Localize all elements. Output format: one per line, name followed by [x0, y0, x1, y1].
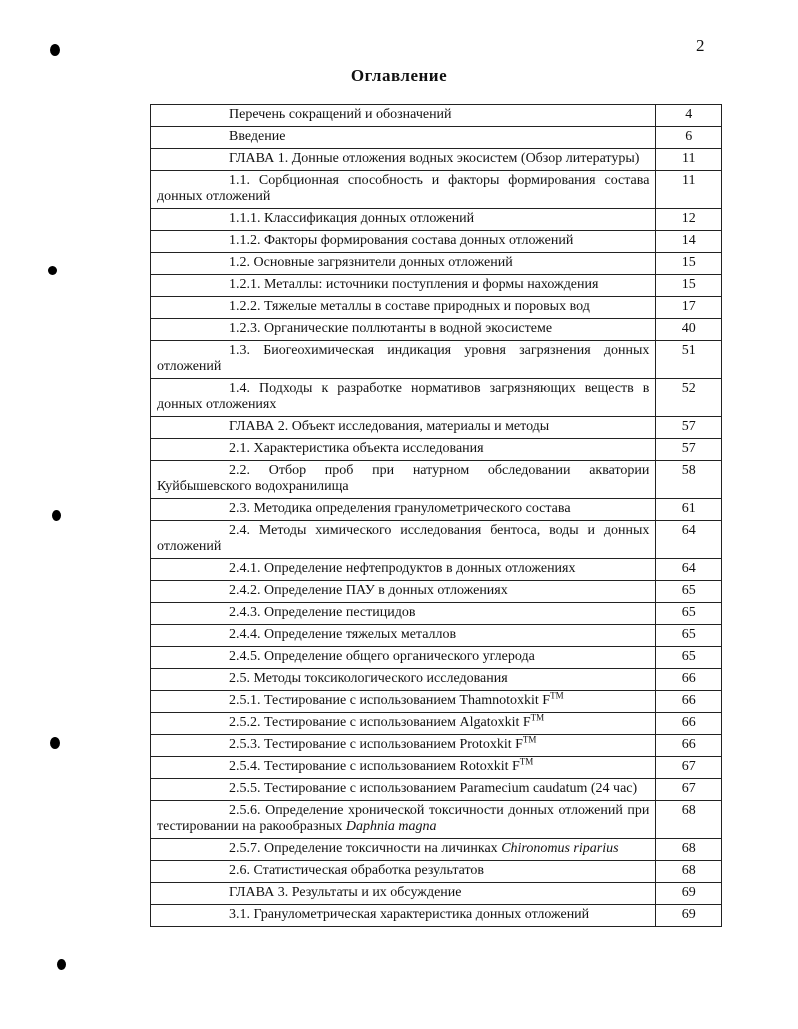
toc-entry-text: 1.2.2. Тяжелые металлы в составе природных и поровых вод — [229, 299, 590, 314]
toc-entry-page: 68 — [656, 801, 722, 839]
toc-entry-title — [151, 839, 656, 861]
toc-entry-text: 2.2. Отбор проб при натурном обследовании акватории Куйбышевского водохранилища — [157, 463, 650, 494]
toc-row — [151, 127, 722, 149]
punch-hole-mark — [50, 737, 60, 749]
toc-row — [151, 603, 722, 625]
toc-row — [151, 559, 722, 581]
toc-entry-page: 11 — [656, 149, 722, 171]
toc-row — [151, 647, 722, 669]
toc-entry-title — [151, 461, 656, 499]
punch-hole-mark — [50, 44, 60, 56]
toc-entry-page: 14 — [656, 231, 722, 253]
toc-entry-text: 2.5.6. Определение хронической токсичности донных отложений при тестировании на ракообразных — [157, 803, 650, 834]
toc-row — [151, 839, 722, 861]
toc-entry-title — [151, 499, 656, 521]
toc-entry-text: 1.2.1. Металлы: источники поступления и формы нахождения — [229, 277, 599, 292]
toc-entry-title — [151, 713, 656, 735]
toc-entry-page: 15 — [656, 253, 722, 275]
toc-row — [151, 341, 722, 379]
toc-entry-text: 1.2. Основные загрязнители донных отложений — [229, 255, 513, 270]
toc-entry-italic-text: Chironomus riparius — [501, 841, 619, 856]
toc-entry-page: 68 — [656, 839, 722, 861]
toc-entry-title — [151, 319, 656, 341]
toc-entry-text: 2.1. Характеристика объекта исследования — [229, 441, 484, 456]
toc-row — [151, 275, 722, 297]
toc-entry-page: 58 — [656, 461, 722, 499]
toc-entry-title — [151, 647, 656, 669]
toc-entry-page: 57 — [656, 417, 722, 439]
toc-entry-title — [151, 439, 656, 461]
toc-entry-superscript: TM — [530, 712, 545, 723]
punch-hole-mark — [57, 959, 66, 970]
page-number: 2 — [696, 36, 705, 55]
toc-row — [151, 905, 722, 927]
toc-entry-text: 2.5.5. Тестирование с использованием Paramecium caudatum (24 час) — [229, 781, 638, 796]
toc-row — [151, 209, 722, 231]
toc-entry-superscript: TM — [522, 734, 537, 745]
toc-entry-text: 1.4. Подходы к разработке нормативов загрязняющих веществ в донных отложениях — [157, 381, 650, 412]
toc-entry-title — [151, 149, 656, 171]
toc-row — [151, 779, 722, 801]
toc-entry-page: 6 — [656, 127, 722, 149]
toc-row — [151, 439, 722, 461]
toc-entry-page: 67 — [656, 779, 722, 801]
toc-entry-text: ГЛАВА 1. Донные отложения водных экосистем (Обзор литературы) — [229, 151, 640, 166]
toc-entry-text: 2.4.1. Определение нефтепродуктов в донных отложениях — [229, 561, 576, 576]
toc-entry-title — [151, 127, 656, 149]
page-title: Оглавление — [350, 66, 448, 85]
toc-entry-text: 2.5.1. Тестирование с использованием Thamnotoxkit F — [229, 693, 551, 708]
punch-hole-mark — [48, 266, 57, 275]
toc-entry-title — [151, 691, 656, 713]
toc-row — [151, 149, 722, 171]
toc-entry-text: 2.5.2. Тестирование с использованием Algatoxkit F — [229, 715, 531, 730]
toc-entry-text: 2.5.4. Тестирование с использованием Rotoxkit F — [229, 759, 520, 774]
toc-entry-text: 2.5.3. Тестирование с использованием Protoxkit F — [229, 737, 523, 752]
toc-row — [151, 669, 722, 691]
toc-entry-text: ГЛАВА 2. Объект исследования, материалы и методы — [229, 419, 550, 434]
toc-entry-page: 65 — [656, 581, 722, 603]
toc-entry-page: 11 — [656, 171, 722, 209]
toc-entry-text: Перечень сокращений и обозначений — [229, 107, 452, 122]
toc-entry-italic-text: Daphnia magna — [345, 819, 437, 834]
toc-entry-page: 67 — [656, 757, 722, 779]
toc-row — [151, 801, 722, 839]
toc-entry-page: 64 — [656, 521, 722, 559]
toc-row — [151, 461, 722, 499]
toc-entry-page: 17 — [656, 297, 722, 319]
toc-entry-text: 1.1.2. Факторы формирования состава донных отложений — [229, 233, 574, 248]
toc-entry-page: 65 — [656, 603, 722, 625]
toc-entry-page: 40 — [656, 319, 722, 341]
toc-entry-title — [151, 905, 656, 927]
toc-entry-page: 66 — [656, 735, 722, 757]
toc-entry-title — [151, 341, 656, 379]
table-of-contents — [150, 104, 722, 927]
toc-entry-title — [151, 801, 656, 839]
toc-entry-text: 1.2.3. Органические поллютанты в водной экосистеме — [229, 321, 553, 336]
toc-entry-title — [151, 625, 656, 647]
toc-entry-page: 68 — [656, 861, 722, 883]
toc-entry-title — [151, 231, 656, 253]
toc-entry-page: 61 — [656, 499, 722, 521]
toc-entry-text: 2.4. Методы химического исследования бентоса, воды и донных отложений — [157, 523, 650, 554]
toc-entry-text: 2.5. Методы токсикологического исследования — [229, 671, 508, 686]
toc-entry-title — [151, 275, 656, 297]
toc-entry-page: 51 — [656, 341, 722, 379]
toc-row — [151, 691, 722, 713]
toc-entry-page: 66 — [656, 669, 722, 691]
toc-entry-title — [151, 669, 656, 691]
toc-entry-superscript: TM — [550, 690, 564, 701]
toc-entry-title — [151, 209, 656, 231]
toc-entry-page: 4 — [656, 105, 722, 127]
toc-entry-title — [151, 735, 656, 757]
toc-entry-title — [151, 171, 656, 209]
toc-row — [151, 379, 722, 417]
toc-entry-title — [151, 105, 656, 127]
toc-entry-page: 15 — [656, 275, 722, 297]
toc-entry-text: 2.4.2. Определение ПАУ в донных отложениях — [229, 583, 508, 598]
toc-row — [151, 499, 722, 521]
toc-entry-title — [151, 297, 656, 319]
toc-entry-text: 2.5.7. Определение токсичности на личинках — [229, 841, 502, 856]
toc-entry-page: 66 — [656, 713, 722, 735]
toc-row — [151, 625, 722, 647]
toc-entry-title — [151, 559, 656, 581]
toc-entry-page: 69 — [656, 905, 722, 927]
toc-entry-title — [151, 581, 656, 603]
toc-entry-page: 12 — [656, 209, 722, 231]
toc-row — [151, 297, 722, 319]
toc-entry-text: 3.1. Гранулометрическая характеристика донных отложений — [229, 907, 590, 922]
toc-row — [151, 713, 722, 735]
toc-entry-text: 2.3. Методика определения гранулометрического состава — [229, 501, 571, 516]
toc-row — [151, 735, 722, 757]
punch-hole-mark — [52, 510, 61, 521]
toc-entry-text: 2.6. Статистическая обработка результатов — [229, 863, 485, 878]
toc-row — [151, 581, 722, 603]
toc-entry-title — [151, 757, 656, 779]
toc-entry-title — [151, 883, 656, 905]
toc-entry-page: 65 — [656, 647, 722, 669]
toc-entry-page: 65 — [656, 625, 722, 647]
toc-entry-text: 1.1. Сорбционная способность и факторы формирования состава донных отложений — [157, 173, 650, 204]
toc-entry-title — [151, 861, 656, 883]
toc-entry-page: 57 — [656, 439, 722, 461]
toc-entry-text: 1.1.1. Классификация донных отложений — [229, 211, 475, 226]
toc-row — [151, 861, 722, 883]
toc-entry-superscript: TM — [519, 756, 534, 767]
toc-row — [151, 521, 722, 559]
toc-entry-page: 66 — [656, 691, 722, 713]
toc-entry-title — [151, 603, 656, 625]
toc-entry-title — [151, 253, 656, 275]
toc-row — [151, 417, 722, 439]
toc-entry-page: 64 — [656, 559, 722, 581]
toc-entry-text: 1.3. Биогеохимическая индикация уровня загрязнения донных отложений — [157, 343, 650, 374]
toc-entry-title — [151, 417, 656, 439]
toc-entry-text: 2.4.3. Определение пестицидов — [229, 605, 416, 620]
toc-row — [151, 319, 722, 341]
toc-row — [151, 253, 722, 275]
toc-row — [151, 105, 722, 127]
toc-entry-text: ГЛАВА 3. Результаты и их обсуждение — [229, 885, 462, 900]
toc-row — [151, 883, 722, 905]
toc-entry-text: 2.4.5. Определение общего органического углерода — [229, 649, 535, 664]
toc-entry-title — [151, 521, 656, 559]
toc-row — [151, 231, 722, 253]
toc-entry-page: 69 — [656, 883, 722, 905]
toc-entry-title — [151, 379, 656, 417]
toc-row — [151, 757, 722, 779]
toc-entry-title — [151, 779, 656, 801]
toc-entry-text: 2.4.4. Определение тяжелых металлов — [229, 627, 457, 642]
toc-row — [151, 171, 722, 209]
toc-entry-page: 52 — [656, 379, 722, 417]
toc-entry-text: Введение — [229, 129, 286, 144]
